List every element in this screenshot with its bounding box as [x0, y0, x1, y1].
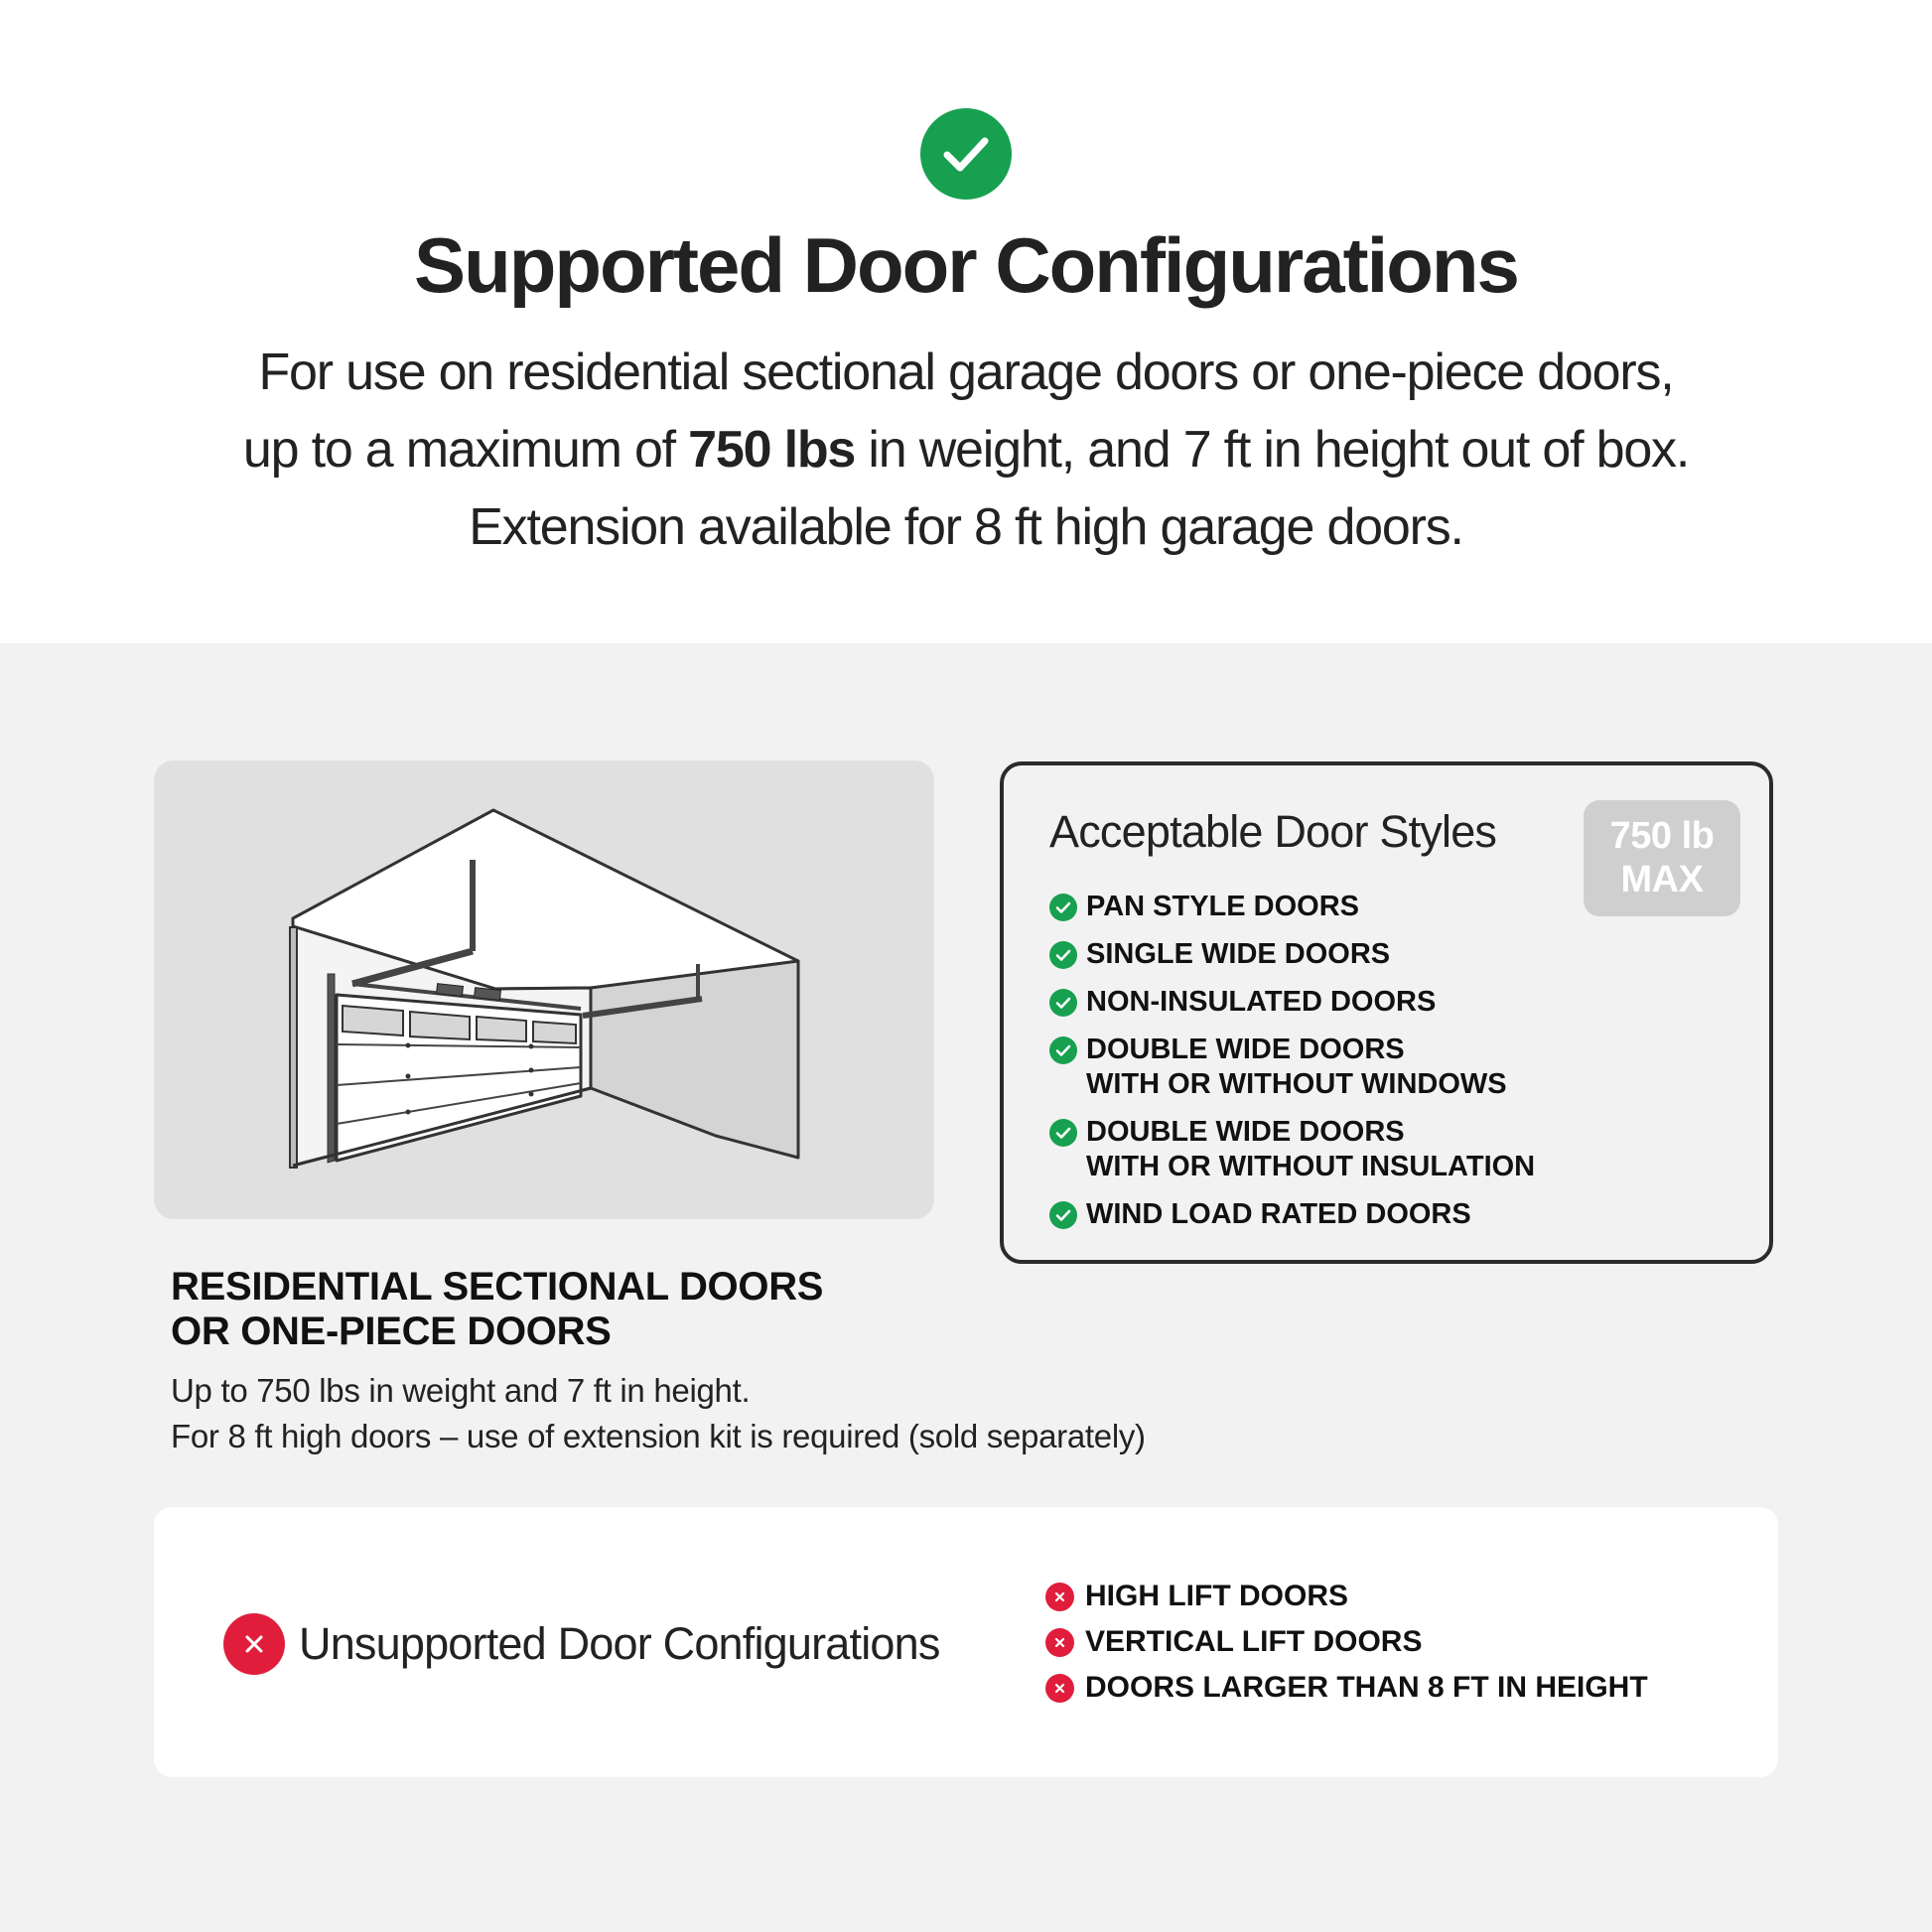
list-item: [1049, 937, 1535, 972]
max-weight-label: MAX: [1620, 859, 1704, 900]
list-item: [1049, 985, 1535, 1020]
residential-heading-line-1: RESIDENTIAL SECTIONAL DOORS: [171, 1265, 824, 1309]
list-item-label: PAN STYLE DOORS: [1086, 891, 1359, 922]
list-item-label: NON-INSULATED DOORS: [1086, 986, 1437, 1018]
list-item: [1049, 1197, 1535, 1232]
check-circle-icon: [920, 108, 1012, 200]
x-circle-icon: [1045, 1583, 1074, 1611]
check-circle-icon: [1049, 894, 1077, 921]
acceptable-styles-title: Acceptable Door Styles: [1049, 806, 1497, 857]
check-circle-icon: [1049, 989, 1077, 1017]
header-section: [0, 0, 1932, 643]
max-weight-badge: [1584, 800, 1740, 916]
list-item-label: SINGLE WIDE DOORS: [1086, 938, 1391, 970]
unsupported-configurations-title: Unsupported Door Configurations: [299, 1618, 940, 1669]
check-circle-icon: [1049, 1201, 1077, 1229]
intro-text: [119, 334, 1813, 566]
residential-doors-heading: [171, 1265, 823, 1354]
x-circle-icon: [1045, 1674, 1074, 1703]
list-item-sublabel: WITH OR WITHOUT INSULATION: [1086, 1151, 1536, 1182]
unsupported-list: [1045, 1579, 1648, 1716]
acceptable-styles-list: [1049, 890, 1535, 1245]
list-item: [1045, 1579, 1648, 1614]
list-item-label: WIND LOAD RATED DOORS: [1086, 1198, 1471, 1230]
intro-line-3: Extension available for 8 ft high garage doors.: [469, 498, 1463, 556]
check-circle-icon: [1049, 1119, 1077, 1147]
residential-desc-line-2: For 8 ft high doors – use of extension kit is required (sold separately): [171, 1418, 1146, 1454]
intro-line-2-end: in weight, and 7 ft in height out of box.: [855, 421, 1690, 479]
check-circle-icon: [1049, 941, 1077, 969]
residential-heading-line-2: OR ONE-PIECE DOORS: [171, 1310, 612, 1353]
list-item: [1045, 1670, 1648, 1706]
x-circle-icon: [223, 1613, 285, 1675]
list-item-label: VERTICAL LIFT DOORS: [1085, 1625, 1423, 1658]
residential-doors-description: [171, 1368, 1146, 1459]
residential-desc-line-1: Up to 750 lbs in weight and 7 ft in height.: [171, 1372, 751, 1409]
list-item-sublabel: WITH OR WITHOUT WINDOWS: [1086, 1068, 1507, 1100]
list-item-label: DOUBLE WIDE DOORS: [1086, 1034, 1405, 1065]
intro-line-2: [119, 411, 1813, 488]
list-item-label: HIGH LIFT DOORS: [1085, 1580, 1348, 1612]
list-item: [1049, 890, 1535, 924]
max-weight-value: 750 lb: [1609, 815, 1715, 857]
list-item: [1045, 1624, 1648, 1660]
list-item-label: DOORS LARGER THAN 8 FT IN HEIGHT: [1085, 1671, 1648, 1704]
list-item: [1049, 1033, 1535, 1102]
x-circle-icon: [1045, 1628, 1074, 1657]
intro-line-2-start: up to a maximum of: [242, 421, 689, 479]
garage-door-illustration: [154, 760, 934, 1219]
list-item: [1049, 1115, 1535, 1184]
list-item-label: DOUBLE WIDE DOORS: [1086, 1116, 1405, 1148]
intro-line-1: For use on residential sectional garage doors or one-piece doors,: [258, 344, 1674, 401]
check-circle-icon: [1049, 1036, 1077, 1064]
intro-weight-highlight: 750 lbs: [688, 421, 856, 479]
page-title: Supported Door Configurations: [414, 221, 1518, 309]
